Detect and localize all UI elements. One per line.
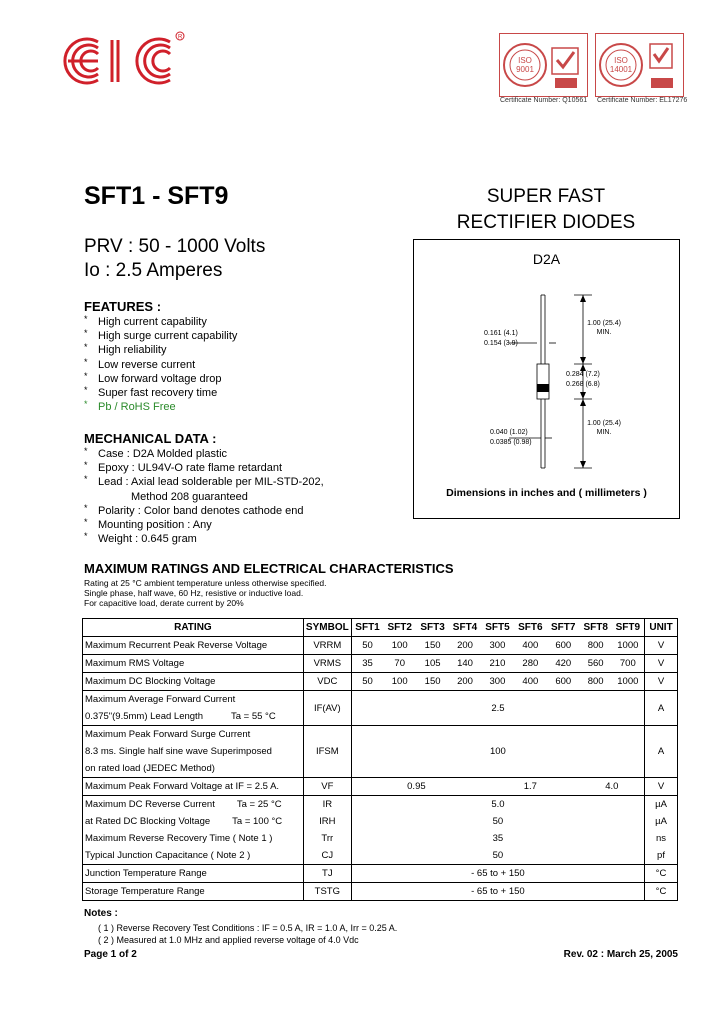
list-item: * Weight : 0.645 gram [84, 531, 197, 546]
table-row: Storage Temperature Range TSTG - 65 to + 150 °C [83, 883, 678, 901]
list-item: * High surge current capability [84, 328, 238, 343]
features-list [84, 315, 404, 414]
list-item: * Case : D2A Molded plastic [84, 446, 228, 460]
svg-text:R: R [178, 34, 183, 41]
table-row: Typical Junction Capacitance ( Note 2 ) CJ 50 pf [83, 847, 678, 865]
package-drawing-box [413, 239, 680, 519]
body-dia-dim: 0.161 (4.1) 0.154 (3.9) [484, 330, 518, 347]
list-item: * High current capability [84, 314, 207, 328]
product-type [440, 184, 652, 236]
note-item: ( 2 ) Measured at 1.0 MHz and applied reverse voltage of 4.0 Vdc [98, 935, 359, 945]
list-item: * High reliability [84, 342, 167, 357]
table-row: Maximum Average Forward Current [83, 691, 678, 709]
spec-summary [84, 235, 265, 283]
list-item: * Lead : Axial lead solderable per MIL-STD-202, [84, 474, 324, 489]
body-length-dim: 0.284 (7.2) 0.268 (6.8) [566, 371, 600, 388]
lead-length-dim: 1.00 (25.4) MIN. [587, 320, 621, 336]
mechanical-list [84, 447, 404, 546]
table-row: Maximum DC Blocking Voltage VDC 50 100 150 200 300 400 600 800 1000 V [83, 673, 678, 691]
svg-text:9001: 9001 [516, 65, 534, 74]
dimensions-caption: Dimensions in inches and ( millimeters ) [446, 487, 647, 499]
cert2-number: Certificate Number: EL17276 [597, 97, 688, 104]
page-number: Page 1 of 2 [84, 949, 137, 960]
product-type-line1: SUPER FAST [486, 186, 606, 207]
note-item: ( 1 ) Reverse Recovery Test Conditions : IF = 0.5 A, IR = 1.0 A, Irr = 0.25 A. [98, 923, 398, 933]
list-item: * Super fast recovery time [84, 385, 218, 400]
table-row: Maximum RMS Voltage VRMS 35 70 105 140 210 280 420 560 700 V [83, 655, 678, 673]
features-heading: FEATURES : [84, 299, 162, 314]
list-item-cont: Method 208 guaranteed [131, 490, 248, 503]
notes-heading: Notes : [84, 908, 118, 919]
table-row: Maximum Peak Forward Voltage at IF = 2.5 A. VF 0.95 1.7 4.0 V [83, 778, 678, 796]
list-item: * Low forward voltage drop [84, 370, 222, 385]
notes-section [84, 908, 397, 946]
table-header-row: RATING SYMBOL SFT1 SFT2 SFT3 SFT4 SFT5 SFT6 SFT7 SFT8 SFT9 UNIT [83, 619, 678, 637]
table-row: 8.3 ms. Single half sine wave Superimposed IFSM 100 A [83, 743, 678, 760]
table-row: 0.375"(9.5mm) Lead Length Ta = 55 °C IF(AV) 2.5 A [83, 708, 678, 726]
list-item: * Epoxy : UL94V-O rate flame retardant [84, 460, 283, 475]
svg-text:ISO: ISO [614, 56, 628, 65]
iso9001-cert-badge [499, 33, 588, 97]
svg-text:14001: 14001 [609, 65, 633, 74]
mechanical-heading: MECHANICAL DATA : [84, 431, 217, 446]
revision-date: Rev. 02 : March 25, 2005 [563, 949, 678, 960]
table-row: Maximum Reverse Recovery Time ( Note 1 ) Trr 35 ns [83, 830, 678, 847]
list-item: * Low reverse current [84, 356, 196, 371]
list-item: * Mounting position : Any [84, 517, 212, 532]
iso14001-cert-badge [595, 33, 684, 97]
prv-spec: PRV : 50 - 1000 Volts [84, 236, 266, 257]
product-type-line2: RECTIFIER DIODES [456, 212, 636, 233]
lead-length-dim-2: 1.00 (25.4) MIN. [587, 420, 621, 436]
table-row: Junction Temperature Range TJ - 65 to + 150 °C [83, 865, 678, 883]
part-range-title: SFT1 - SFT9 [84, 182, 229, 210]
cathode-band [537, 384, 549, 392]
table-row: on rated load (JEDEC Method) [83, 760, 678, 778]
diode-outline-drawing [414, 240, 679, 518]
table-row: at Rated DC Blocking Voltage Ta = 100 °C IRH 50 µA [83, 813, 678, 830]
rohs-item: * Pb / RoHS Free [84, 399, 176, 414]
ratings-heading: MAXIMUM RATINGS AND ELECTRICAL CHARACTERISTICS [84, 561, 454, 576]
ratings-table [82, 618, 678, 901]
table-row: Maximum DC Reverse Current Ta = 25 °C IR 5.0 µA [83, 796, 678, 814]
cert1-number: Certificate Number: Q10561 [500, 97, 588, 104]
io-spec: Io : 2.5 Amperes [84, 260, 223, 281]
table-row: Maximum Recurrent Peak Reverse Voltage VRRM 50 100 150 200 300 400 600 800 1000 V [83, 637, 678, 655]
lead-dia-dim: 0.040 (1.02) 0.0385 (0.98) [490, 429, 532, 446]
list-item: * Polarity : Color band denotes cathode end [84, 502, 304, 517]
rating-conditions: Rating at 25 °C ambient temperature unless otherwise specified. Single phase, half wave, 60 Hz, resistive or inductive load. For capacitive load, derate current by 20% [84, 578, 327, 608]
svg-text:ISO: ISO [518, 56, 532, 65]
package-name: D2A [532, 251, 561, 267]
eic-logo [60, 30, 185, 90]
table-row: Maximum Peak Forward Surge Current [83, 726, 678, 744]
